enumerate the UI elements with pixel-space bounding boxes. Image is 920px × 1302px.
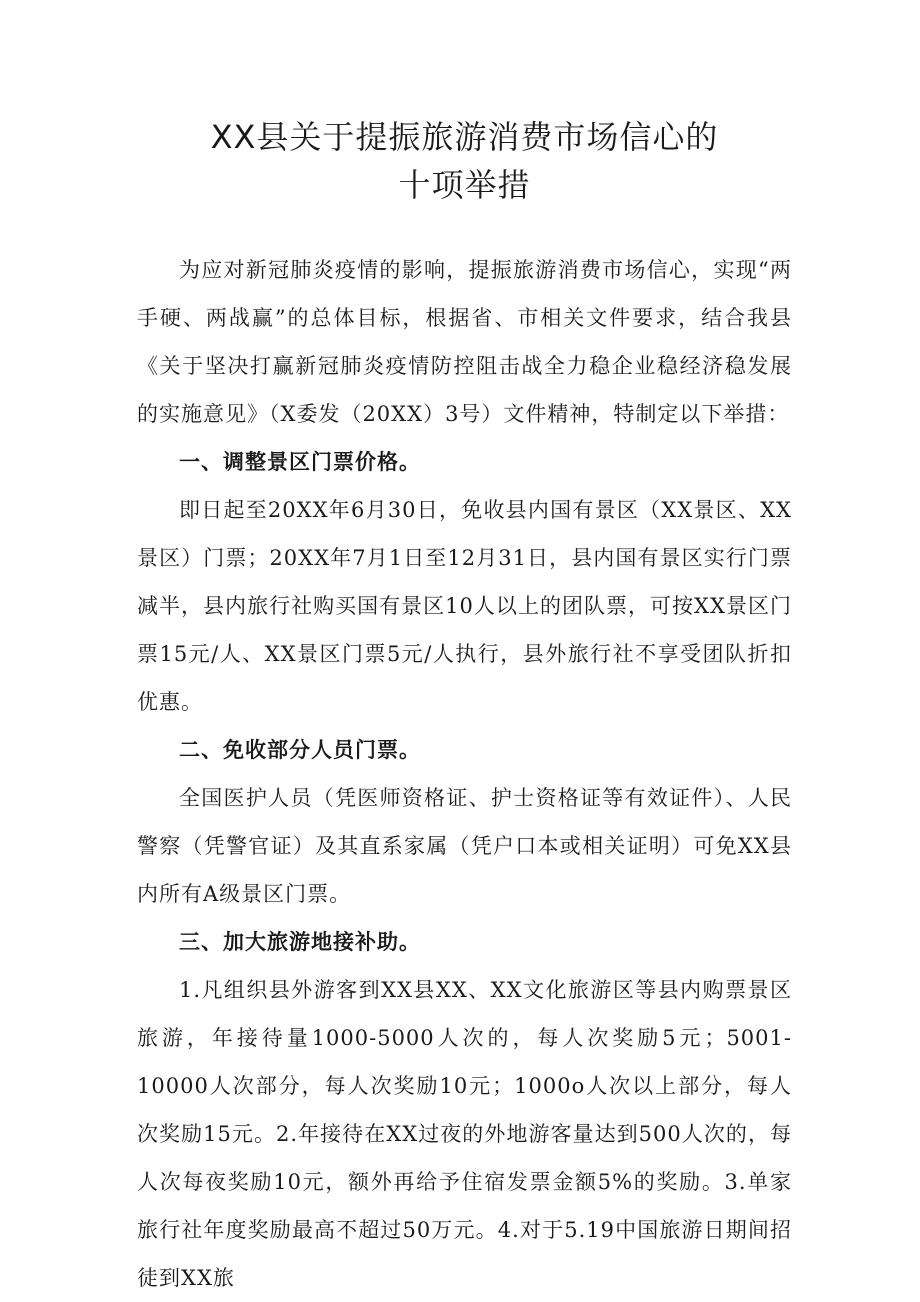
document-title-line-2: 十项举措	[398, 166, 531, 204]
section-3-body: 1.凡组织县外游客到XX县XX、XX文化旅游区等县内购票景区旅游，年接待量1000-5000人次的，每人次奖励5元；5001-10000人次部分，每人次奖励10元；1000o人次以上部分，每人次奖励15元。2.年接待在XX过夜的外地游客量达到500人次的，每人次每夜奖励10元，额外再给予住宿发票金额5%的奖励。3.单家旅行社年度奖励最高不超过50万元。4.对于5.19中国旅游日期间招徒到XX旅	[137, 978, 792, 1290]
section-1-heading: 一、调整景区门票价格。	[179, 450, 421, 474]
intro-paragraph: 为应对新冠肺炎疫情的影响，提振旅游消费市场信心，实现“两手硬、两战赢”的总体目标，根据省、市相关文件要求，结合我县《关于坚决打赢新冠肺炎疫情防控阻击战全力稳企业稳经济稳发展的实施意见》（X委发（20XX）3号）文件精神，特制定以下举措：	[137, 258, 792, 426]
document-body	[137, 246, 792, 1302]
section-3-heading: 三、加大旅游地接补助。	[179, 930, 421, 954]
section-2-heading: 二、免收部分人员门票。	[179, 738, 421, 762]
section-1-body: 即日起至20XX年6月30日，免收县内国有景区（XX景区、XX景区）门票；20XX年7月1日至12月31日，县内国有景区实行门票减半，县内旅行社购买国有景区10人以上的团队票，可按XX景区门票15元/人、XX景区门票5元/人执行，县外旅行社不享受团队折扣优惠。	[137, 498, 792, 714]
section-2-body: 全国医护人员（凭医师资格证、护士资格证等有效证件）、人民警察（凭警官证）及其直系家属（凭户口本或相关证明）可免XX县内所有A级景区门票。	[137, 786, 792, 906]
document-title-line-1: XX县关于提振旅游消费市场信心的	[210, 118, 719, 156]
